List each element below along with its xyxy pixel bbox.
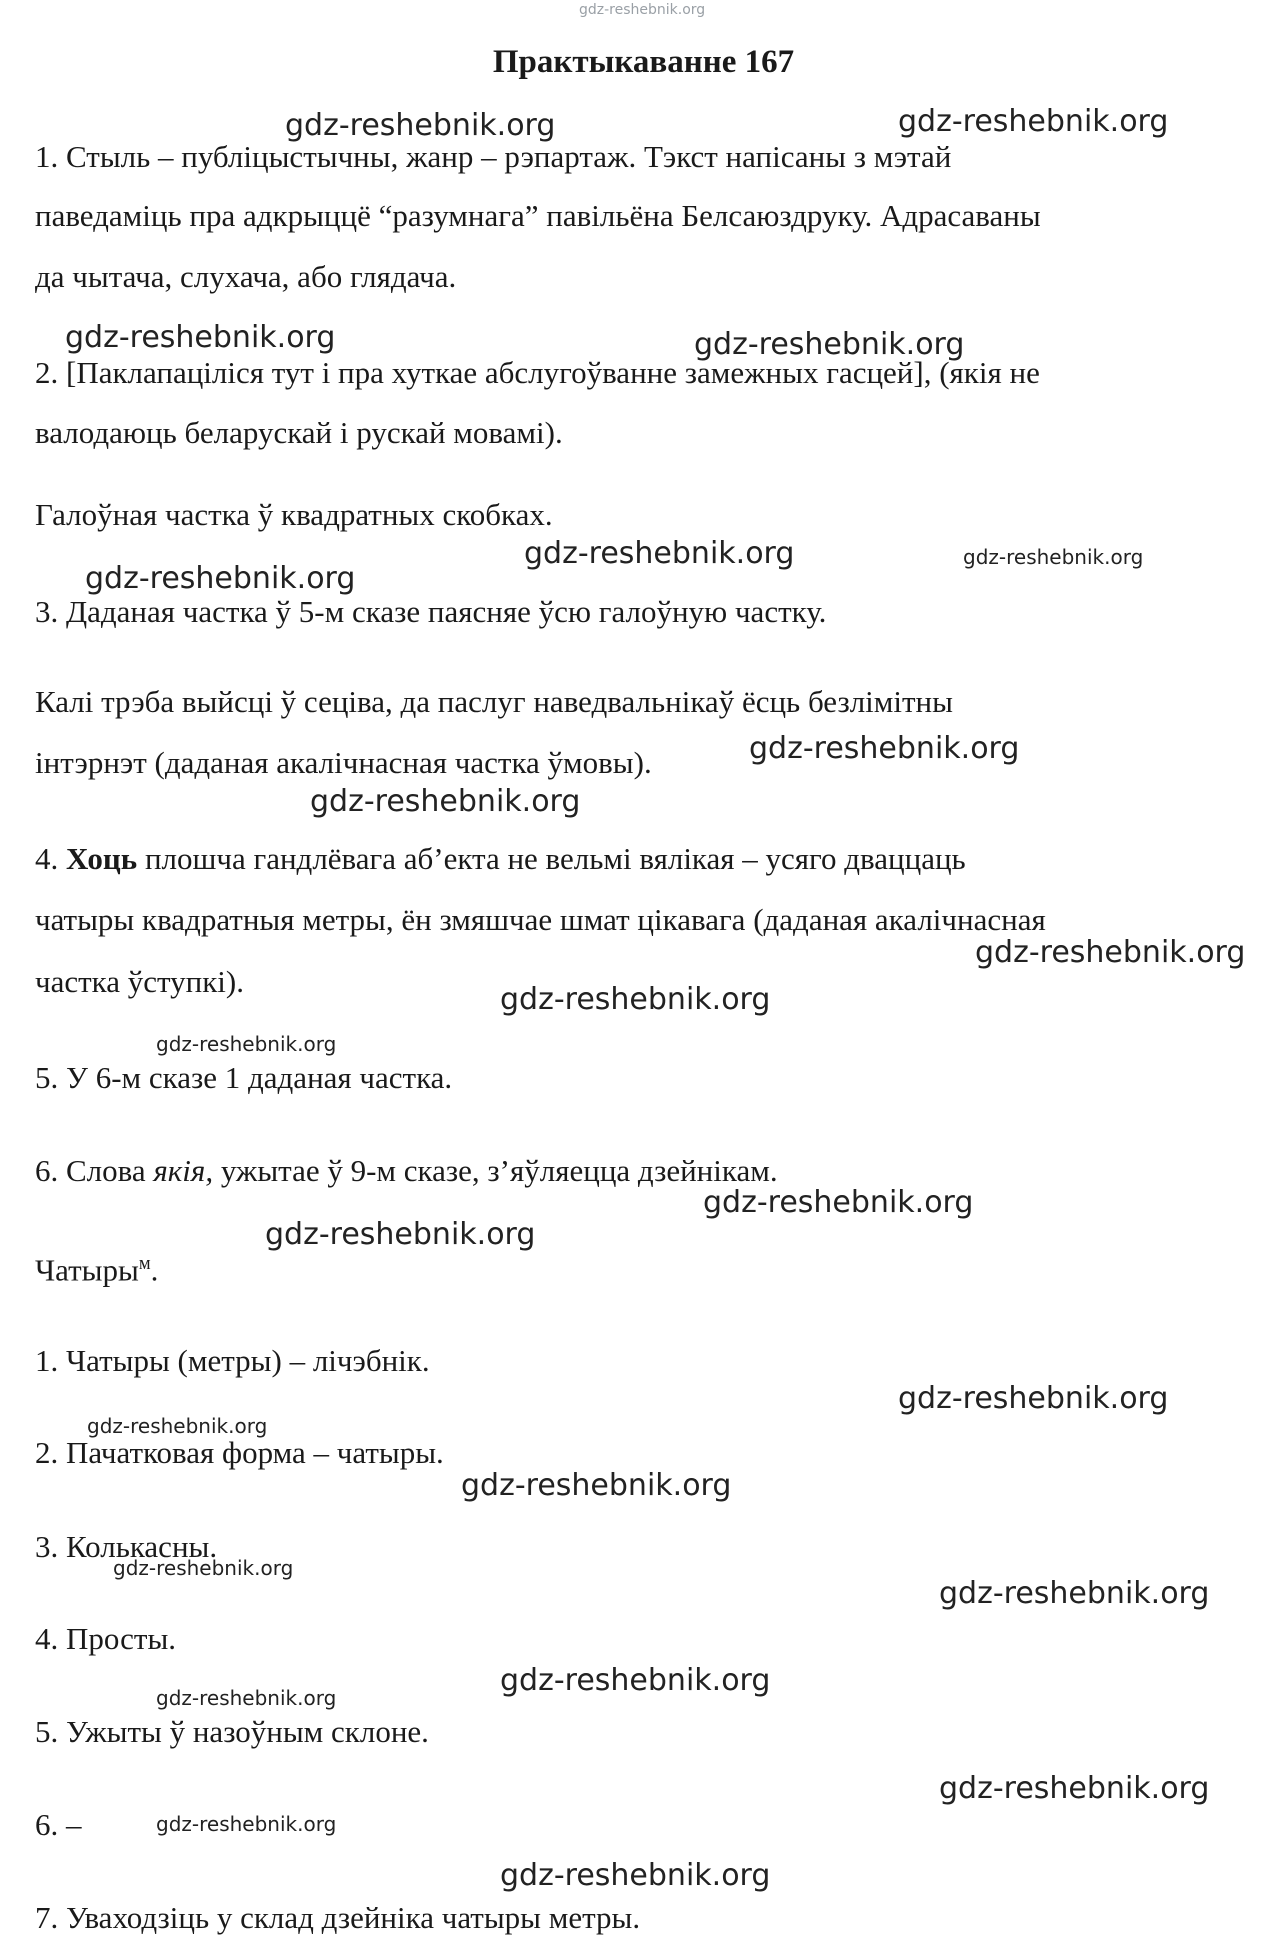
- paragraph-4-line-1-rest: плошча гандлёвага аб’екта не вельмі вялікая – усяго дваццаць: [137, 841, 966, 876]
- main-clause-note: Галоўная частка ў квадратных скобках.: [35, 497, 553, 532]
- watermark: gdz-reshebnik.org: [963, 545, 1144, 569]
- watermark: gdz-reshebnik.org: [500, 1663, 771, 1698]
- paragraph-2-line-2: валодаюць беларускай і рускай мовамі).: [35, 415, 563, 450]
- paragraph-2-line-1: 2. [Паклапаціліся тут і пра хуткае абслугоўванне замежных гасцей], (якія не: [35, 355, 1040, 390]
- watermark: gdz-reshebnik.org: [703, 1185, 974, 1220]
- paragraph-6-before: 6. Слова: [35, 1153, 154, 1188]
- paragraph-3b-line-2: інтэрнэт (даданая акалічнасная частка ўмовы).: [35, 745, 652, 780]
- watermark: gdz-reshebnik.org: [156, 1032, 337, 1056]
- paragraph-4-line-2: чатыры квадратныя метры, ён змяшчае шмат цікавага (даданая акалічнасная: [35, 902, 1046, 937]
- paragraph-1-line-2: паведаміць пра адкрыццё “разумнага” павільёна Белсаюздруку. Адрасаваны: [35, 198, 1041, 233]
- watermark: gdz-reshebnik.org: [898, 1381, 1169, 1416]
- paragraph-4-line-1: [35, 840, 966, 878]
- list-item: 2. Пачатковая форма – чатыры.: [35, 1435, 444, 1470]
- watermark: gdz-reshebnik.org: [975, 935, 1246, 970]
- list-item: 1. Чатыры (метры) – лічэбнік.: [35, 1343, 430, 1378]
- watermark: gdz-reshebnik.org: [65, 320, 336, 355]
- chatyry-sup: м: [138, 1253, 151, 1274]
- watermark: gdz-reshebnik.org: [694, 327, 965, 362]
- watermark: gdz-reshebnik.org: [265, 1217, 536, 1252]
- watermark: gdz-reshebnik.org: [85, 561, 356, 596]
- watermark: gdz-reshebnik.org: [898, 104, 1169, 139]
- paragraph-1-line-1: 1. Стыль – публіцыстычны, жанр – рэпартаж. Тэкст напісаны з мэтай: [35, 139, 952, 174]
- paragraph-5: 5. У 6-м сказе 1 даданая частка.: [35, 1060, 453, 1095]
- paragraph-4-bold-word: Хоць: [66, 841, 138, 876]
- watermark: gdz-reshebnik.org: [749, 731, 1020, 766]
- paragraph-6: [35, 1152, 778, 1190]
- chatyry-heading: [35, 1245, 158, 1289]
- watermark: gdz-reshebnik.org: [500, 982, 771, 1017]
- paragraph-3: 3. Даданая частка ў 5-м сказе паясняе ўсю галоўную частку.: [35, 594, 827, 629]
- chatyry-word: Чатыры: [35, 1252, 139, 1288]
- watermark: gdz-reshebnik.org: [461, 1468, 732, 1503]
- list-item: 6. –: [35, 1807, 82, 1842]
- page-title: Практыкаванне 167: [492, 44, 795, 80]
- watermark: gdz-reshebnik.org: [939, 1576, 1210, 1611]
- paragraph-6-after: ужытае ў 9-м сказе, з’яўляецца дзейнікам.: [213, 1153, 778, 1188]
- watermark: gdz-reshebnik.org: [87, 1414, 268, 1438]
- paragraph-3b-line-1: Калі трэба выйсці ў сеціва, да паслуг наведвальнікаў ёсць безлімітны: [35, 684, 953, 719]
- paragraph-4-line-3: частка ўступкі).: [35, 964, 244, 999]
- watermark: gdz-reshebnik.org: [285, 108, 556, 143]
- list-item: 5. Ужыты ў назоўным склоне.: [35, 1714, 429, 1749]
- list-item: 3. Колькасны.: [35, 1529, 218, 1564]
- watermark: gdz-reshebnik.org: [310, 784, 581, 819]
- list-item: 4. Просты.: [35, 1621, 177, 1656]
- watermark: gdz-reshebnik.org: [579, 2, 706, 18]
- watermark: gdz-reshebnik.org: [156, 1812, 337, 1836]
- watermark: gdz-reshebnik.org: [524, 536, 795, 571]
- watermark: gdz-reshebnik.org: [156, 1686, 337, 1710]
- watermark: gdz-reshebnik.org: [113, 1556, 294, 1580]
- list-item: 7. Уваходзіць у склад дзейніка чатыры метры.: [35, 1900, 641, 1935]
- chatyry-end: .: [150, 1252, 159, 1288]
- watermark: gdz-reshebnik.org: [939, 1771, 1210, 1806]
- watermark: gdz-reshebnik.org: [500, 1858, 771, 1893]
- paragraph-1-line-3: да чытача, слухача, або глядача.: [35, 259, 457, 294]
- paragraph-4-number: 4.: [35, 841, 66, 876]
- paragraph-6-italic: якія,: [153, 1153, 214, 1188]
